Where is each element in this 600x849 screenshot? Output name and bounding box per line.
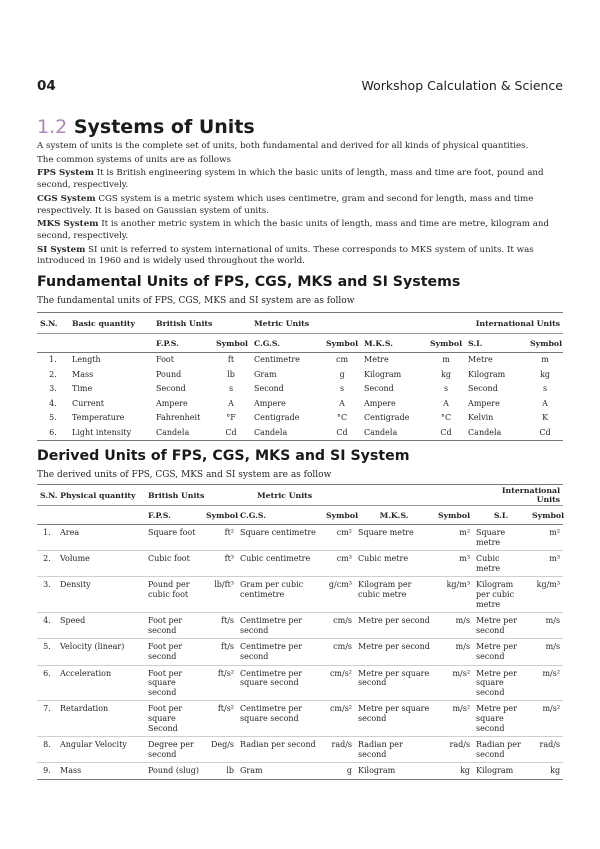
cell-cgs: Gram <box>240 766 263 776</box>
cell-mks: Metre per second <box>358 642 430 652</box>
cell-quantity: Speed <box>60 616 86 626</box>
cell-sn: 1. <box>43 528 51 537</box>
cell-fps-symbol: Deg/s <box>210 740 235 750</box>
cell-si: Second <box>468 384 498 393</box>
cell-fps-symbol: A <box>228 398 234 408</box>
sub-symbol: Symbol <box>326 338 359 348</box>
cell-cgs-symbol: A <box>339 398 345 408</box>
cell-si-symbol: Cd <box>539 427 551 437</box>
cell-mks: Kilogram <box>364 369 402 379</box>
cell-mks: Second <box>364 384 394 393</box>
paragraph-fps <box>37 168 563 191</box>
cell-mks-symbol: °C <box>440 413 452 422</box>
cell-mks: Square metre <box>358 528 414 537</box>
cell-sn: 9. <box>43 766 51 776</box>
sub-symbol: Symbol <box>438 510 471 520</box>
cell-quantity: Mass <box>72 369 94 379</box>
cell-mks-symbol: m/s² <box>452 704 471 714</box>
si-label: SI System <box>37 244 86 255</box>
si-text: SI unit is referred to system international of units. These corresponds to MKS system of units. It was introduced in 1960 and is widely used throughout the world. <box>37 244 534 267</box>
cell-cgs: Ampere <box>254 398 286 408</box>
cell-quantity: Angular Velocity <box>60 740 127 750</box>
cell-mks: Cubic metre <box>358 554 409 564</box>
cell-cgs-symbol: g <box>346 766 353 776</box>
table-group-header <box>37 313 563 334</box>
cell-mks-symbol: Cd <box>440 427 452 437</box>
sub-symbol: Symbol <box>532 510 565 520</box>
cell-si: Ampere <box>468 398 500 408</box>
cell-si-symbol: m/s² <box>542 704 561 714</box>
cell-quantity: Light intensity <box>72 427 132 437</box>
cell-si: Kilogram <box>476 766 514 776</box>
cell-mks: Metre per square second <box>358 704 430 723</box>
cell-cgs-symbol: g <box>339 369 345 379</box>
cell-mks: Metre per square second <box>358 668 430 688</box>
cell-sn: 5. <box>43 642 51 652</box>
cell-fps-symbol: °F <box>226 413 236 422</box>
cell-fps: Ampere <box>156 398 188 408</box>
cell-cgs-symbol: cm/s² <box>329 704 353 714</box>
fundamental-units-table <box>37 312 563 441</box>
table-row <box>37 613 563 639</box>
derived-units-table <box>37 484 563 780</box>
cell-quantity: Density <box>60 580 91 590</box>
cell-fps-symbol: lb <box>226 766 235 776</box>
table-row <box>37 551 563 577</box>
cell-si: Kelvin <box>468 413 494 422</box>
cell-si: Metre per square second <box>476 668 517 697</box>
mks-label: MKS System <box>37 219 99 230</box>
cell-fps-symbol: ft² <box>224 528 235 537</box>
col-sn: S.N. <box>40 318 58 328</box>
cell-mks-symbol: A <box>443 398 449 408</box>
cell-quantity: Velocity (linear) <box>60 642 125 652</box>
cell-fps-symbol: Cd <box>225 427 237 437</box>
cell-fps-symbol: ft³ <box>224 554 235 564</box>
cell-fps: Pound (slug) <box>148 766 200 776</box>
fundamental-units-heading: Fundamental Units of FPS, CGS, MKS and SI Systems <box>37 274 461 290</box>
cell-fps: Cubic foot <box>148 554 190 564</box>
cell-si-symbol: kg <box>550 766 561 776</box>
paragraph-intro <box>37 141 563 268</box>
sub-symbol: Symbol <box>206 510 239 520</box>
sub-symbol: Symbol <box>215 338 249 348</box>
cell-mks-symbol: m/s <box>455 642 471 652</box>
cell-fps: Foot per second <box>148 642 183 661</box>
cell-si: Square metre <box>476 528 506 547</box>
cell-fps: Pound per cubic foot <box>148 580 190 599</box>
cell-si-symbol: m² <box>549 528 561 537</box>
cell-mks-symbol: m² <box>459 528 471 537</box>
cell-mks-symbol: s <box>443 384 449 393</box>
table-row <box>37 382 563 397</box>
table-row <box>37 577 563 613</box>
cell-sn: 4. <box>43 616 51 626</box>
cell-si-symbol: kg <box>540 369 551 379</box>
cell-cgs: Radian per second <box>240 740 316 750</box>
cell-fps-symbol: ft/s² <box>217 668 235 678</box>
cell-quantity: Current <box>72 398 105 408</box>
table-row <box>37 426 563 441</box>
cell-fps-symbol: ft/s² <box>217 704 235 714</box>
cell-si: Metre per second <box>476 616 517 635</box>
cell-cgs-symbol: °C <box>336 413 348 422</box>
mks-text: It is another metric system in which the basic units of length, mass and time are metre, kilogram and second, respectively. <box>37 219 550 241</box>
cell-si: Cubic metre <box>476 554 501 573</box>
fps-text: It is British engineering system in which the basic units of length, mass and time are foot, pound and second, respectively. <box>37 168 544 191</box>
fundamental-units-intro: The fundamental units of FPS, CGS, MKS and SI system are as follow <box>37 296 355 306</box>
cell-mks-symbol: kg <box>460 766 471 776</box>
cell-si: Metre per second <box>476 642 517 661</box>
table-row <box>37 368 563 383</box>
cell-mks: Candela <box>364 427 398 437</box>
page-number: 04 <box>37 78 56 94</box>
cell-cgs-symbol: s <box>339 384 345 393</box>
section-title <box>37 116 255 138</box>
cell-cgs-symbol: cm/s <box>333 616 353 626</box>
cell-cgs: Square centimetre <box>240 528 316 537</box>
cell-quantity: Retardation <box>60 704 109 714</box>
sub-si: S.I. <box>493 510 509 520</box>
cgs-text: CGS system is a metric system which uses centimetre, gram and second for length, mass and time respectively. It is based on Gaussian system of units. <box>37 193 534 216</box>
table-row <box>37 411 563 426</box>
cell-mks: Ampere <box>364 398 396 408</box>
cell-si-symbol: m³ <box>549 554 561 564</box>
sub-symbol: Symbol <box>430 338 463 348</box>
cell-fps-symbol: ft <box>227 355 235 364</box>
cell-sn: 3. <box>49 384 57 393</box>
group-international-units: International Units <box>501 486 561 504</box>
cell-cgs-symbol: cm³ <box>336 554 353 564</box>
cell-cgs: Centimetre <box>254 355 300 364</box>
derived-units-heading: Derived Units of FPS, CGS, MKS and SI System <box>37 448 410 464</box>
cell-mks-symbol: m <box>442 355 450 364</box>
table-row <box>37 525 563 551</box>
group-international-units: International Units <box>475 318 561 328</box>
group-british-units: British Units <box>156 318 213 328</box>
cell-mks-symbol: m/s² <box>452 668 471 678</box>
paragraph-cgs <box>37 194 563 217</box>
cell-fps: Foot per square Second <box>148 704 183 733</box>
table-row <box>37 353 563 368</box>
cell-cgs-symbol: cm/s² <box>329 668 353 678</box>
cell-cgs-symbol: Cd <box>336 427 348 437</box>
cell-cgs: Second <box>254 384 284 393</box>
cell-mks: Metre per second <box>358 616 430 626</box>
sub-mks: M.K.S. <box>364 338 393 348</box>
cell-sn: 5. <box>49 413 57 422</box>
cell-si: Kilogram per cubic metre <box>476 580 515 609</box>
cell-cgs-symbol: rad/s <box>331 740 353 750</box>
page-header <box>37 78 563 98</box>
cell-fps: Candela <box>156 427 190 437</box>
cell-cgs: Cubic centimetre <box>240 554 311 564</box>
cell-fps-symbol: lb <box>227 369 235 379</box>
cell-mks: Metre <box>364 355 389 364</box>
cell-fps: Foot per square second <box>148 668 183 697</box>
cell-sn: 3. <box>43 580 51 590</box>
cell-cgs-symbol: cm <box>335 355 349 364</box>
table-row <box>37 397 563 412</box>
cell-cgs-symbol: cm/s <box>333 642 353 652</box>
cell-quantity: Length <box>72 355 101 364</box>
cell-si: Metre per square second <box>476 704 517 733</box>
cell-quantity: Temperature <box>72 413 125 422</box>
cell-si-symbol: m/s² <box>542 668 561 678</box>
cell-sn: 8. <box>43 740 51 750</box>
cell-mks-symbol: rad/s <box>449 740 471 750</box>
cell-si-symbol: A <box>542 398 548 408</box>
cell-mks-symbol: kg/m³ <box>446 580 471 590</box>
cell-mks: Kilogram <box>358 766 396 776</box>
cell-si: Metre <box>468 355 493 364</box>
section-number: 1.2 <box>37 116 68 138</box>
cell-cgs-symbol: cm² <box>336 528 353 537</box>
cell-si-symbol: rad/s <box>539 740 561 750</box>
cell-si: Radian per second <box>476 740 521 759</box>
cell-cgs-symbol: g/cm³ <box>328 580 353 590</box>
cell-cgs: Gram <box>254 369 277 379</box>
group-metric-units: Metric Units <box>257 490 313 500</box>
cell-fps-symbol: lb/ft³ <box>214 580 235 590</box>
sub-fps: F.P.S. <box>156 338 179 348</box>
cell-si-symbol: m/s <box>545 616 561 626</box>
cgs-label: CGS System <box>37 193 96 204</box>
cell-cgs: Candela <box>254 427 288 437</box>
cell-mks: Radian per second <box>358 740 403 759</box>
table-row <box>37 763 563 780</box>
table-group-header <box>37 485 563 506</box>
cell-si-symbol: m <box>541 355 549 364</box>
cell-si-symbol: s <box>543 384 548 393</box>
cell-fps-symbol: ft/s <box>221 642 235 652</box>
cell-quantity: Area <box>60 528 80 537</box>
table-row <box>37 737 563 763</box>
paragraph-mks <box>37 219 563 242</box>
fps-label: FPS System <box>37 168 94 179</box>
sub-cgs: C.G.S. <box>240 510 266 520</box>
cell-fps-symbol: ft/s <box>221 616 235 626</box>
table-row <box>37 701 563 737</box>
paragraph-si <box>37 245 563 268</box>
cell-mks: Centigrade <box>364 413 410 422</box>
table-row <box>37 665 563 701</box>
cell-cgs: Centigrade <box>254 413 300 422</box>
sub-symbol: Symbol <box>530 338 563 348</box>
cell-fps: Foot <box>156 355 174 364</box>
cell-cgs: Centimetre per square second <box>240 704 303 723</box>
group-british-units: British Units <box>148 490 205 500</box>
derived-units-intro: The derived units of FPS, CGS, MKS and SI system are as follow <box>37 470 332 480</box>
col-basic-quantity: Basic quantity <box>72 318 135 328</box>
cell-sn: 4. <box>49 398 57 408</box>
cell-quantity: Acceleration <box>60 668 112 678</box>
cell-mks-symbol: m/s <box>455 616 471 626</box>
section-title-text: Systems of Units <box>73 116 255 138</box>
cell-cgs: Gram per cubic centimetre <box>240 580 304 599</box>
cell-sn: 1. <box>49 355 57 364</box>
cell-fps: Square foot <box>148 528 196 537</box>
cell-sn: 2. <box>43 554 51 564</box>
cell-cgs: Centimetre per second <box>240 642 303 661</box>
cell-si-symbol: kg/m³ <box>536 580 561 590</box>
cell-si: Candela <box>468 427 502 437</box>
paragraph-definition: A system of units is the complete set of units, both fundamental and derived for all kinds of physical quantities. <box>37 141 529 151</box>
cell-si-symbol: K <box>542 413 549 422</box>
paragraph-common-systems: The common systems of units are as follows <box>37 154 232 165</box>
cell-fps: Foot per second <box>148 616 183 635</box>
cell-sn: 2. <box>49 369 57 379</box>
cell-sn: 6. <box>49 427 57 437</box>
cell-cgs: Centimetre per square second <box>240 668 303 688</box>
cell-quantity: Mass <box>60 766 82 776</box>
cell-si-symbol: m/s <box>545 642 561 652</box>
sub-si: S.I. <box>468 338 483 348</box>
cell-sn: 6. <box>43 668 51 678</box>
sub-cgs: C.G.S. <box>254 338 280 348</box>
table-sub-header <box>37 506 563 525</box>
table-row <box>37 639 563 665</box>
cell-quantity: Time <box>72 384 93 393</box>
sub-symbol: Symbol <box>326 510 359 520</box>
cell-mks-symbol: m³ <box>459 554 471 564</box>
cell-fps: Pound <box>156 369 182 379</box>
cell-cgs: Centimetre per second <box>240 616 303 635</box>
group-metric-units: Metric Units <box>254 318 310 328</box>
cell-quantity: Volume <box>60 554 90 564</box>
cell-si: Kilogram <box>468 369 506 379</box>
cell-fps-symbol: s <box>228 384 234 393</box>
cell-sn: 7. <box>43 704 51 714</box>
table-sub-header <box>37 334 563 353</box>
book-title: Workshop Calculation & Science <box>361 78 563 93</box>
cell-fps: Degree per second <box>148 740 194 759</box>
cell-mks: Kilogram per cubic metre <box>358 580 412 599</box>
sub-fps: F.P.S. <box>148 510 171 520</box>
cell-fps: Fahrenheit <box>156 413 201 422</box>
sub-mks: M.K.S. <box>379 510 409 520</box>
cell-mks-symbol: kg <box>441 369 452 379</box>
cell-fps: Second <box>156 384 186 393</box>
col-sn-physical-quantity: S.N. Physical quantity <box>40 490 136 500</box>
